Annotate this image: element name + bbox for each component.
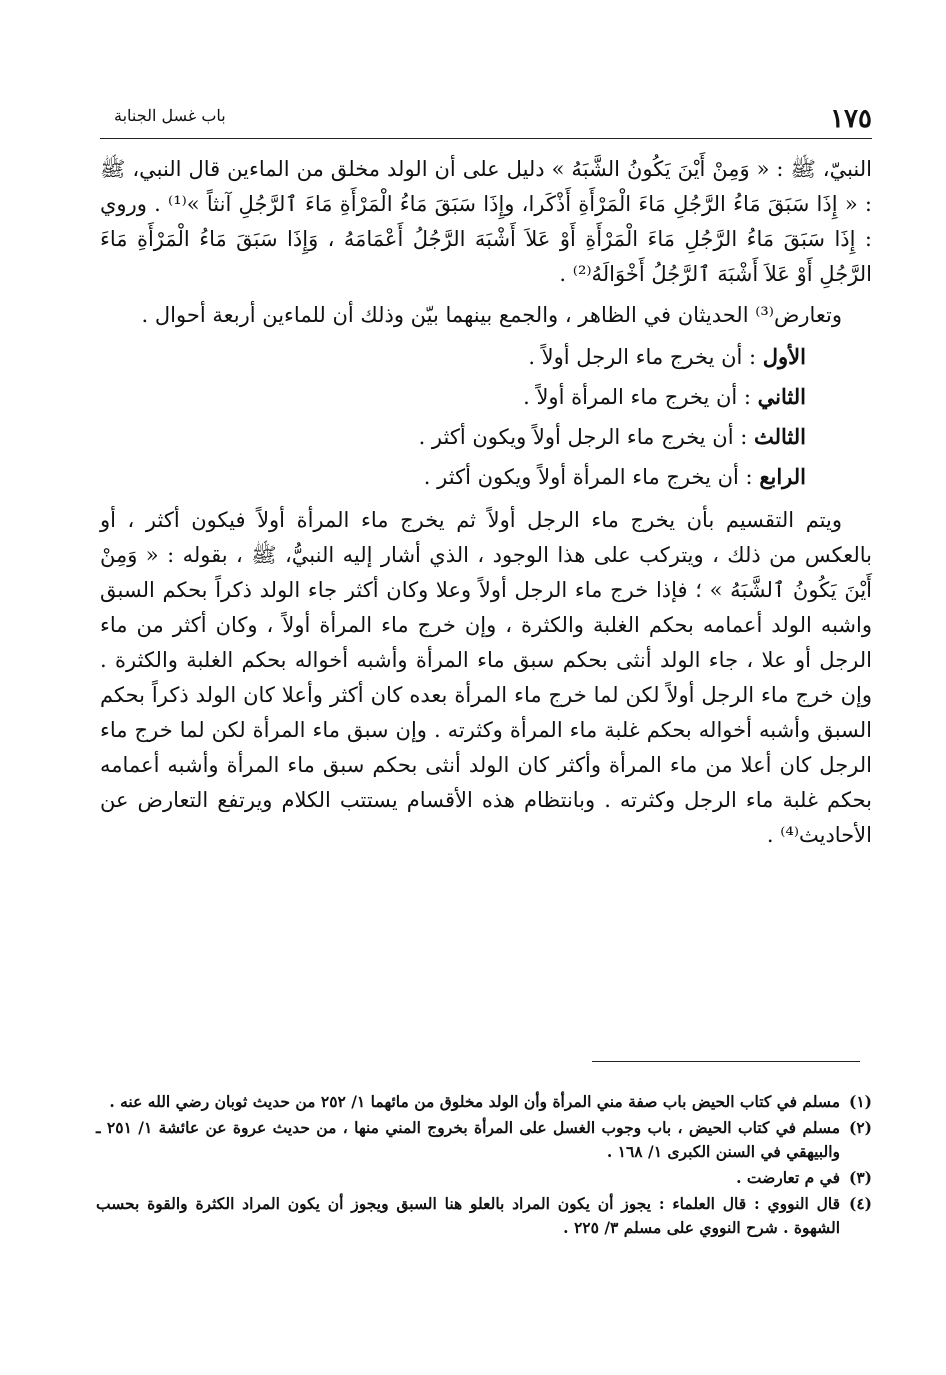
list-item [100,457,806,497]
footnote-text: في م تعارضت . [736,1168,840,1187]
paragraph-3: ويتم التقسيم بأن يخرج ماء الرجل أولاً ثم يخرج ماء المرأة أولاً فيكون أكثر ، أو بالعكس من ذلك ، ويتركب على هذا الوجود ، الذي أشار إليه النبيُّ، ﷺ ، بقوله : « وَمِنْ أَيْنَ يَكُونُ ٱلشَّبَهُ » ؛ فإذا خرج ماء الرجل أولاً وعلا وكان أكثر جاء الولد ذكراً بحكم السبق واشبه الولد أعمامه بحكم الغلبة والكثرة ، وإن خرج ماء المرأة أولاً ، وكان أكثر من ماء الرجل أو علا ، جاء الولد أنثى بحكم سبق ماء المرأة وأشبه أخواله بحكم الغلبة والكثرة . وإن خرج ماء الرجل أولاً لكن لما خرج ماء المرأة بعده كان أكثر وأعلا كان الولد ذكراً بحكم السبق وأشبه أخواله بحكم غلبة ماء المرأة وكثرته . وإن سبق ماء المرأة لكن لما خرج ماء الرجل كان أعلا من ماء المرأة وأكثر كان الولد أنثى بحكم سبق ماء المرأة وأشبه أعمامه بحكم غلبة ماء الرجل وكثرته . وبانتظام هذه الأقسام يستتب الكلام ويرتفع التعارض عن الأحاديث⁽⁴⁾ . [100,508,872,847]
list-item [100,377,806,417]
paragraph-2: وتعارض⁽³⁾ الحديثان في الظاهر ، والجمع بينهما بيّن وذلك أن للماءين أربعة أحوال . [141,303,842,327]
header-rule [100,138,872,139]
list-item [100,417,806,457]
footnote-number: (٣) [848,1168,872,1187]
footnote-text: قال النووي : قال العلماء : يجوز أن يكون المراد بالعلو هنا السبق ويجوز أن يكون المراد الكثرة والقوة بحسب الشهوة . شرح النووي على مسلم ٣/ ٢٢٥ . [96,1194,840,1237]
list-item-term: الثالث [754,424,806,449]
footnote-number: (٢) [849,1118,873,1137]
footnote-separator [592,1061,860,1062]
footnote-text: مسلم في كتاب الحيض ، باب وجوب الغسل على المرأة بخروج المني منها ، من حديث عروة عن عائشة ١/ ٢٥١ ـ والبيهقي في السنن الكبرى ١/ ١٦٨ . [96,1118,841,1161]
list-item-term: الرابع [759,464,806,489]
list-item-text: : أن يخرج ماء المرأة أولاً . [523,385,758,409]
footnote-text: مسلم في كتاب الحيض باب صفة مني المرأة وأن الولد مخلوق من مائهما ١/ ٢٥٢ من حديث ثوبان رضي الله عنه . [109,1092,840,1111]
main-text [100,152,872,853]
footnote [96,1116,872,1164]
paragraph-1: النبيّ، ﷺ : « وَمِنْ أَيْنَ يَكُونُ الشَّبَهُ » دليل على أن الولد مخلق من الماءين قال النبي، ﷺ : « إِذَا سَبَقَ مَاءُ الرَّجُلِ مَاءَ الْمَرْأَةِ أَذْكَرا، وإِذَا سَبَقَ مَاءُ الْمَرْأَةِ مَاءَ ٱلرَّجُلِ آنثاً »⁽¹⁾ . وروي : إِذَا سَبَقَ مَاءُ الرَّجُلِ مَاءَ الْمَرْأَةِ أَوْ عَلاَ أَشْبَهَ الرَّجُلُ أَعْمَامَهُ ، وَإِذَا سَبَقَ مَاءُ الْمَرْأَةِ مَاءَ الرَّجُلِ أَوْ عَلاَ أَشْبَهَ ٱلرَّجُلُ أَخْوَالَهُ⁽²⁾ . [100,157,873,286]
chapter-title: باب غسل الجنابة [114,106,226,125]
list-item [100,337,806,377]
list-item-term: الأول [762,344,806,369]
footnote [96,1166,872,1190]
list-item-text: : أن يخرج ماء المرأة أولاً ويكون أكثر . [423,465,760,489]
footnote [96,1090,872,1114]
page-header [100,98,872,138]
footnotes [96,1090,872,1242]
list-item-text: : أن يخرج ماء الرجل أولاً ويكون أكثر . [418,425,754,449]
footnote-number: (١) [848,1092,872,1111]
footnote-number: (٤) [848,1194,872,1213]
list-item-text: : أن يخرج ماء الرجل أولاً . [528,345,763,369]
footnote [96,1192,872,1240]
list-item-term: الثاني [757,384,806,409]
page-number: ١٧٥ [830,104,872,134]
cases-list [100,337,872,497]
